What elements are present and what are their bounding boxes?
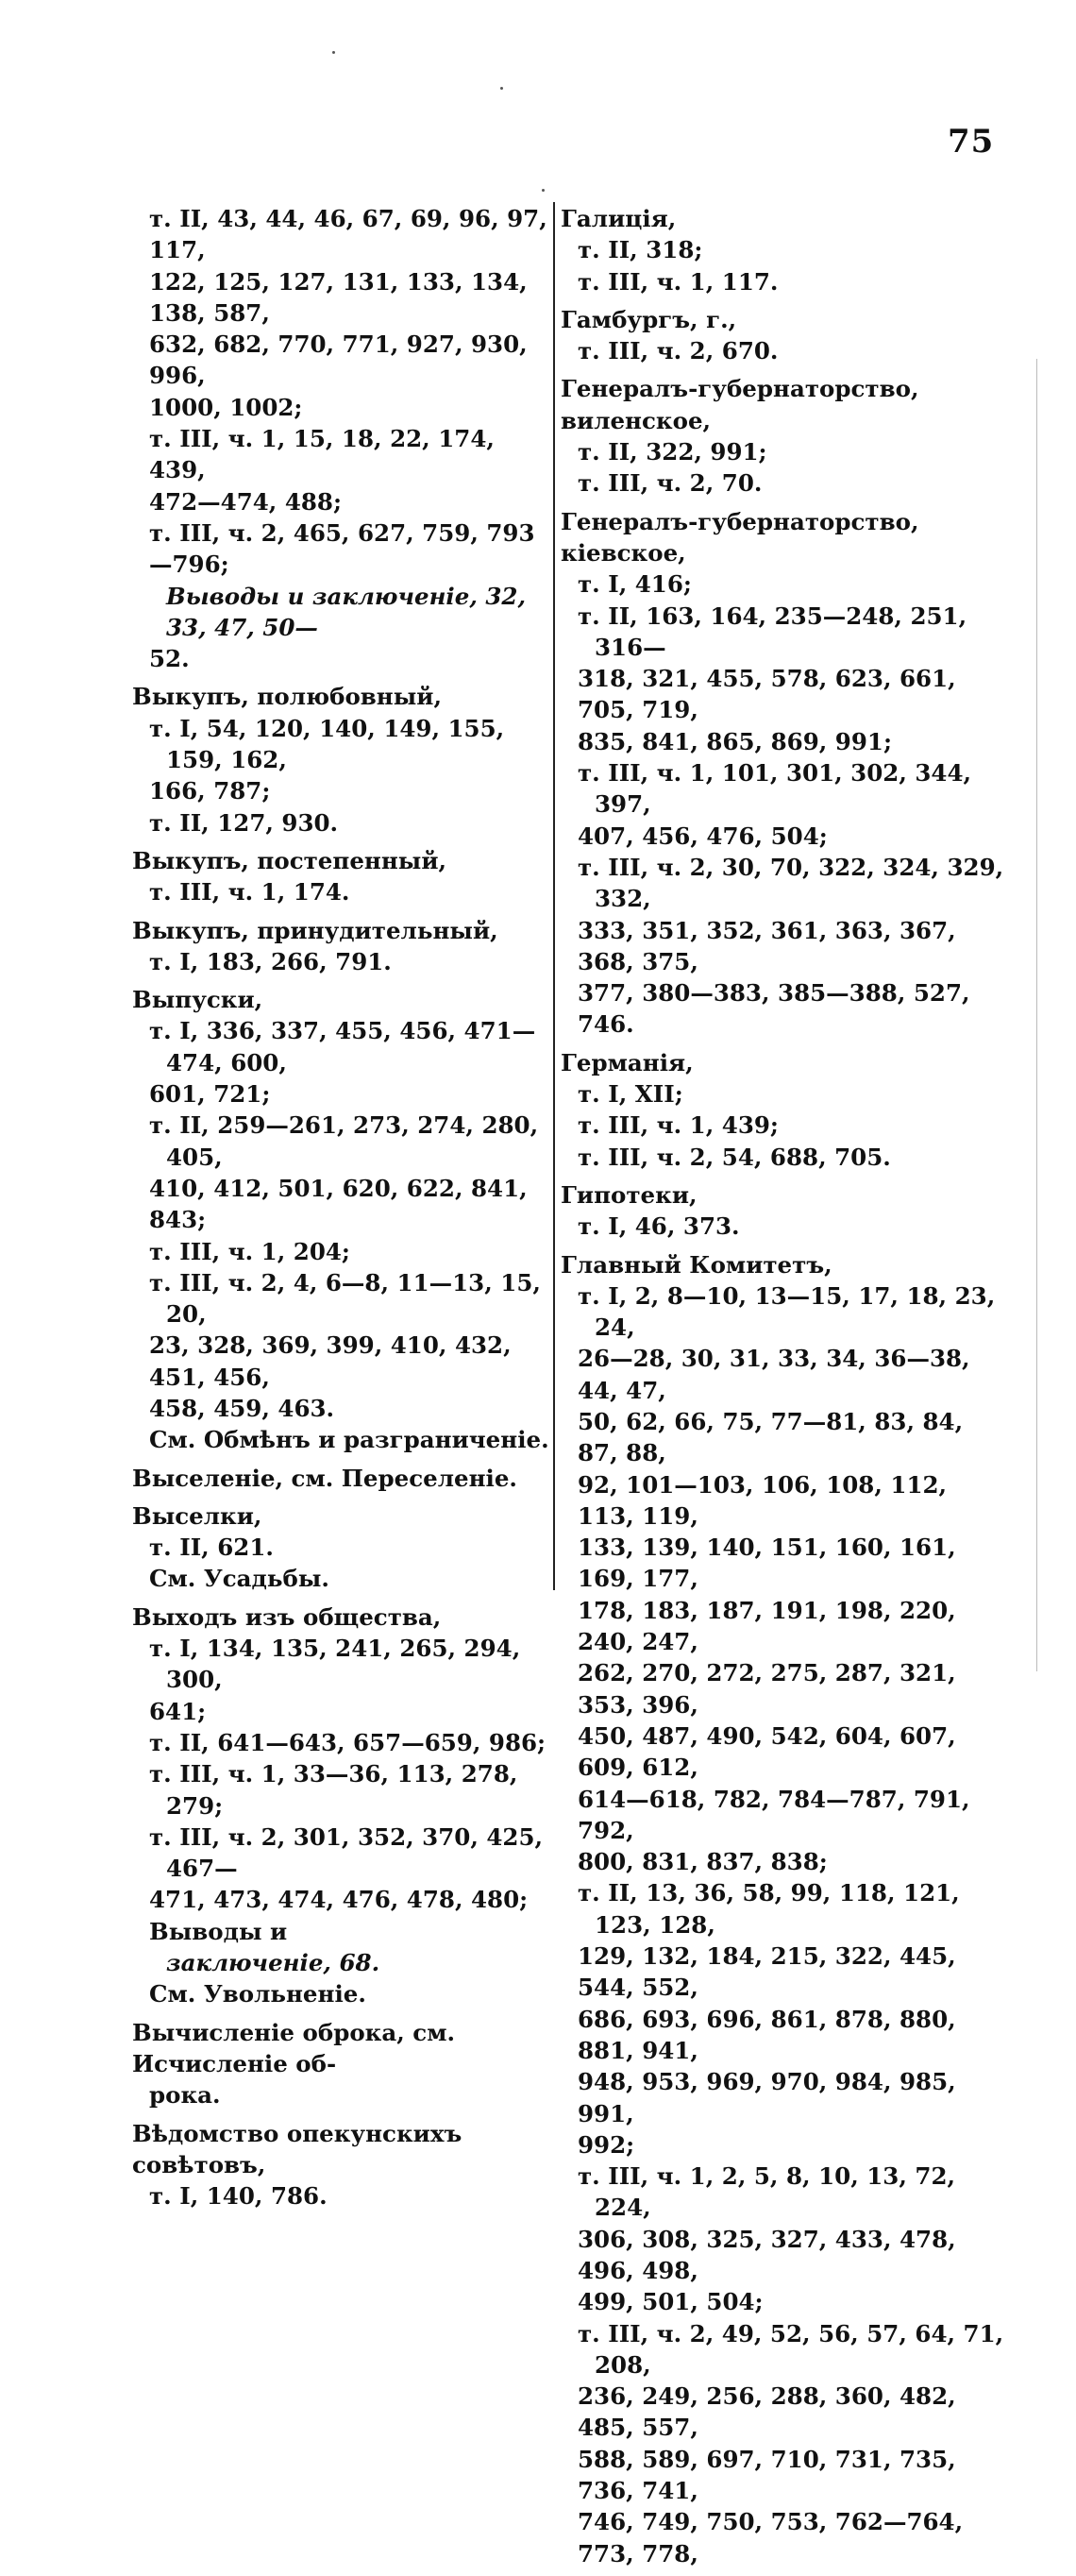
index-reference-line: т. III, ч. 1, 15, 18, 22, 174, 439, <box>149 425 495 484</box>
index-reference-line: 166, 787; <box>149 777 271 805</box>
index-entry <box>132 203 555 674</box>
index-entry <box>132 984 555 1455</box>
index-entry-heading: Выкупъ, принудительный, <box>132 916 498 944</box>
index-reference-line: т. I, 134, 135, 241, 265, 294, 300, <box>149 1635 521 1694</box>
index-reference-line: 92, 101—103, 106, 108, 112, 113, 119, <box>578 1470 948 1530</box>
index-entry <box>132 915 555 978</box>
index-entry <box>132 681 555 838</box>
index-reference-line: 262, 270, 272, 275, 287, 321, 353, 396, <box>578 1659 956 1719</box>
index-reference-line: т. III, ч. 1, 101, 301, 302, 344, 397, <box>578 759 972 819</box>
index-entry-heading: Генералъ-губернаторство, виленское, <box>561 375 919 434</box>
index-reference-line: 499, 501, 504; <box>578 2288 764 2316</box>
index-reference-line: 306, 308, 325, 327, 433, 478, 496, 498, <box>578 2225 956 2284</box>
index-reference-line: 948, 953, 969, 970, 984, 985, 991, <box>578 2068 956 2127</box>
index-entry-heading: Выпуски, <box>132 986 263 1014</box>
index-reference-line: т. II, 13, 36, 58, 99, 118, 121, 123, 128, <box>578 1879 960 1939</box>
index-reference-line: т. III, ч. 1, 174. <box>149 878 350 907</box>
index-entry-heading: Германія, <box>561 1048 694 1076</box>
index-entry-heading: Главный Комитетъ, <box>561 1250 832 1279</box>
index-reference-line: 471, 473, 474, 476, 478, 480; Выводы и <box>149 1886 529 1945</box>
index-reference-line: т. III, ч. 2, 4, 6—8, 11—13, 15, 20, <box>149 1268 541 1329</box>
index-entry-heading: Выселки, <box>132 1501 262 1530</box>
index-reference-line: 800, 831, 837, 838; <box>578 1848 828 1876</box>
index-reference-line: заключеніе, 68. <box>166 1949 380 1977</box>
index-reference-line: 601, 721; <box>149 1080 271 1109</box>
index-column-left <box>132 203 555 2218</box>
index-entry-heading: Вычисленіе оброка, см. Исчисленіе об- <box>132 2018 456 2077</box>
index-entry <box>132 2118 555 2212</box>
index-entry <box>132 845 555 908</box>
page-edge-line <box>1036 359 1037 1671</box>
index-reference-line: т. III, ч. 2, 465, 627, 759, 793—796; <box>149 518 535 579</box>
index-reference-line: 122, 125, 127, 131, 133, 134, 138, 587, <box>149 267 528 327</box>
index-entry-heading: Генералъ-губернаторство, кіевское, <box>561 507 919 567</box>
index-reference-line: 236, 249, 256, 288, 360, 482, 485, 557, <box>578 2382 956 2442</box>
index-reference-line: т. III, ч. 2, 30, 70, 322, 324, 329, 332, <box>578 853 1004 913</box>
index-reference-line: т. II, 43, 44, 46, 67, 69, 96, 97, 117, <box>149 205 547 264</box>
page-number: 75 <box>948 123 995 161</box>
index-reference-line: т. II, 163, 164, 235—248, 251, 316— <box>578 602 967 661</box>
index-reference-line: 26—28, 30, 31, 33, 34, 36—38, 44, 47, <box>578 1345 970 1404</box>
index-reference-line: 407, 456, 476, 504; <box>578 822 828 850</box>
index-entry <box>561 506 1006 1041</box>
print-speck <box>500 87 503 90</box>
index-reference-line: т. I, 336, 337, 455, 456, 471—474, 600, <box>149 1017 536 1076</box>
index-entry <box>561 203 1006 297</box>
print-speck <box>542 189 545 192</box>
index-reference-line: 835, 841, 865, 869, 991; <box>578 727 892 755</box>
index-entry <box>132 1500 555 1595</box>
index-reference-line: т. III, ч. 1, 439; <box>578 1111 779 1140</box>
index-reference-line: т. I, 140, 786. <box>149 2182 328 2211</box>
index-reference-line: т. I, 416; <box>578 570 692 599</box>
index-entry <box>132 1602 555 2010</box>
index-reference-line: 50, 62, 66, 75, 77—81, 83, 84, 87, 88, <box>578 1407 964 1467</box>
index-reference-line: рока. <box>149 2081 221 2110</box>
index-entry-heading: Гипотеки, <box>561 1180 698 1209</box>
index-reference-line: т. III, ч. 2, 670. <box>578 337 779 365</box>
index-reference-line: т. III, ч. 2, 70. <box>578 469 763 498</box>
index-entry-heading: Выходъ изъ общества, <box>132 1602 442 1631</box>
index-reference-line: 992; <box>578 2130 635 2159</box>
index-reference-line: 641; <box>149 1697 207 1725</box>
index-reference-line: 333, 351, 352, 361, 363, 367, 368, 375, <box>578 916 956 975</box>
index-reference-line: 614—618, 782, 784—787, 791, 792, <box>578 1785 970 1844</box>
index-entry-heading: Гамбургъ, г., <box>561 305 737 333</box>
print-speck <box>332 51 335 54</box>
index-reference-line: т. I, 2, 8—10, 13—15, 17, 18, 23, 24, <box>578 1281 996 1342</box>
index-reference-line: 1000, 1002; <box>149 393 303 421</box>
index-reference-line: т. II, 259—261, 273, 274, 280, 405, <box>149 1111 539 1171</box>
index-entry-heading: Галиція, <box>561 205 677 232</box>
index-reference-line: т. I, 46, 373. <box>578 1212 740 1241</box>
index-reference-line: 632, 682, 770, 771, 927, 930, 996, <box>149 330 528 390</box>
index-reference-line: т. II, 318; <box>578 236 703 264</box>
index-reference-line: 377, 380—383, 385—388, 527, 746. <box>578 979 970 1039</box>
index-reference-line: т. III, ч. 2, 301, 352, 370, 425, 467— <box>149 1822 544 1883</box>
index-reference-line: т. III, ч. 1, 117. <box>578 267 779 296</box>
index-reference-line: 450, 487, 490, 542, 604, 607, 609, 612, <box>578 1721 956 1782</box>
index-entry-heading: Выкупъ, полюбовный, <box>132 683 442 711</box>
index-reference-line: т. III, ч. 1, 2, 5, 8, 10, 13, 72, 224, <box>578 2162 956 2222</box>
index-reference-line: т. I, 183, 266, 791. <box>149 947 392 975</box>
index-reference-line: т. II, 322, 991; <box>578 438 767 466</box>
index-entry <box>561 1047 1006 1173</box>
index-reference-line: 178, 183, 187, 191, 198, 220, 240, 247, <box>578 1596 956 1656</box>
index-reference-line: 129, 132, 184, 215, 322, 445, 544, 552, <box>578 1942 956 2002</box>
index-reference-line: т. II, 621. <box>149 1534 274 1562</box>
index-reference-line: 318, 321, 455, 578, 623, 661, 705, 719, <box>578 665 956 724</box>
index-entry-heading: Выселеніе, см. Переселеніе. <box>132 1464 517 1492</box>
index-reference-line: См. Усадьбы. <box>149 1565 329 1593</box>
index-reference-line: т. III, ч. 1, 204; <box>149 1237 350 1265</box>
index-reference-line: Выводы и заключеніе, 32, 33, 47, 50— <box>166 582 527 641</box>
index-entry <box>132 2017 555 2111</box>
index-reference-line: т. II, 127, 930. <box>149 808 339 837</box>
index-reference-line: т. III, ч. 2, 49, 52, 56, 57, 64, 71, 208, <box>578 2319 1004 2379</box>
index-reference-line: 588, 589, 697, 710, 731, 735, 736, 741, <box>578 2445 956 2505</box>
index-entry <box>561 304 1006 367</box>
index-entry <box>561 373 1006 499</box>
index-reference-line: 410, 412, 501, 620, 622, 841, 843; <box>149 1174 528 1234</box>
index-column-right <box>561 203 1006 2576</box>
index-entry <box>561 1179 1006 1243</box>
column-divider <box>553 202 555 1590</box>
index-reference-line: 746, 749, 750, 753, 762—764, 773, 778, <box>578 2508 964 2568</box>
index-entry-heading: Вѣдомство опекунскихъ совѣтовъ, <box>132 2119 462 2178</box>
index-reference-line: См. Увольненіе. <box>149 1980 366 2008</box>
index-reference-line: т. II, 641—643, 657—659, 986; <box>149 1728 546 1756</box>
index-reference-line: 458, 459, 463. <box>149 1394 335 1422</box>
index-reference-line: т. I, 54, 120, 140, 149, 155, 159, 162, <box>149 714 505 774</box>
index-reference-line: т. I, XII; <box>578 1080 683 1109</box>
index-reference-line: 686, 693, 696, 861, 878, 880, 881, 941, <box>578 2005 956 2064</box>
index-reference-line: 52. <box>149 645 190 673</box>
index-entry <box>561 1249 1006 2569</box>
index-reference-line: 133, 139, 140, 151, 160, 161, 169, 177, <box>578 1534 956 1593</box>
index-entry <box>132 1463 555 1494</box>
index-reference-line: См. Обмѣнъ и разграниченіе. <box>149 1426 549 1454</box>
index-entry-heading: Выкупъ, постепенный, <box>132 846 447 874</box>
index-reference-line: т. III, ч. 2, 54, 688, 705. <box>578 1143 891 1171</box>
index-reference-line: 472—474, 488; <box>149 487 343 516</box>
index-reference-line: 23, 328, 369, 399, 410, 432, 451, 456, <box>149 1331 512 1391</box>
index-reference-line: т. III, ч. 1, 33—36, 113, 278, 279; <box>149 1760 518 1820</box>
